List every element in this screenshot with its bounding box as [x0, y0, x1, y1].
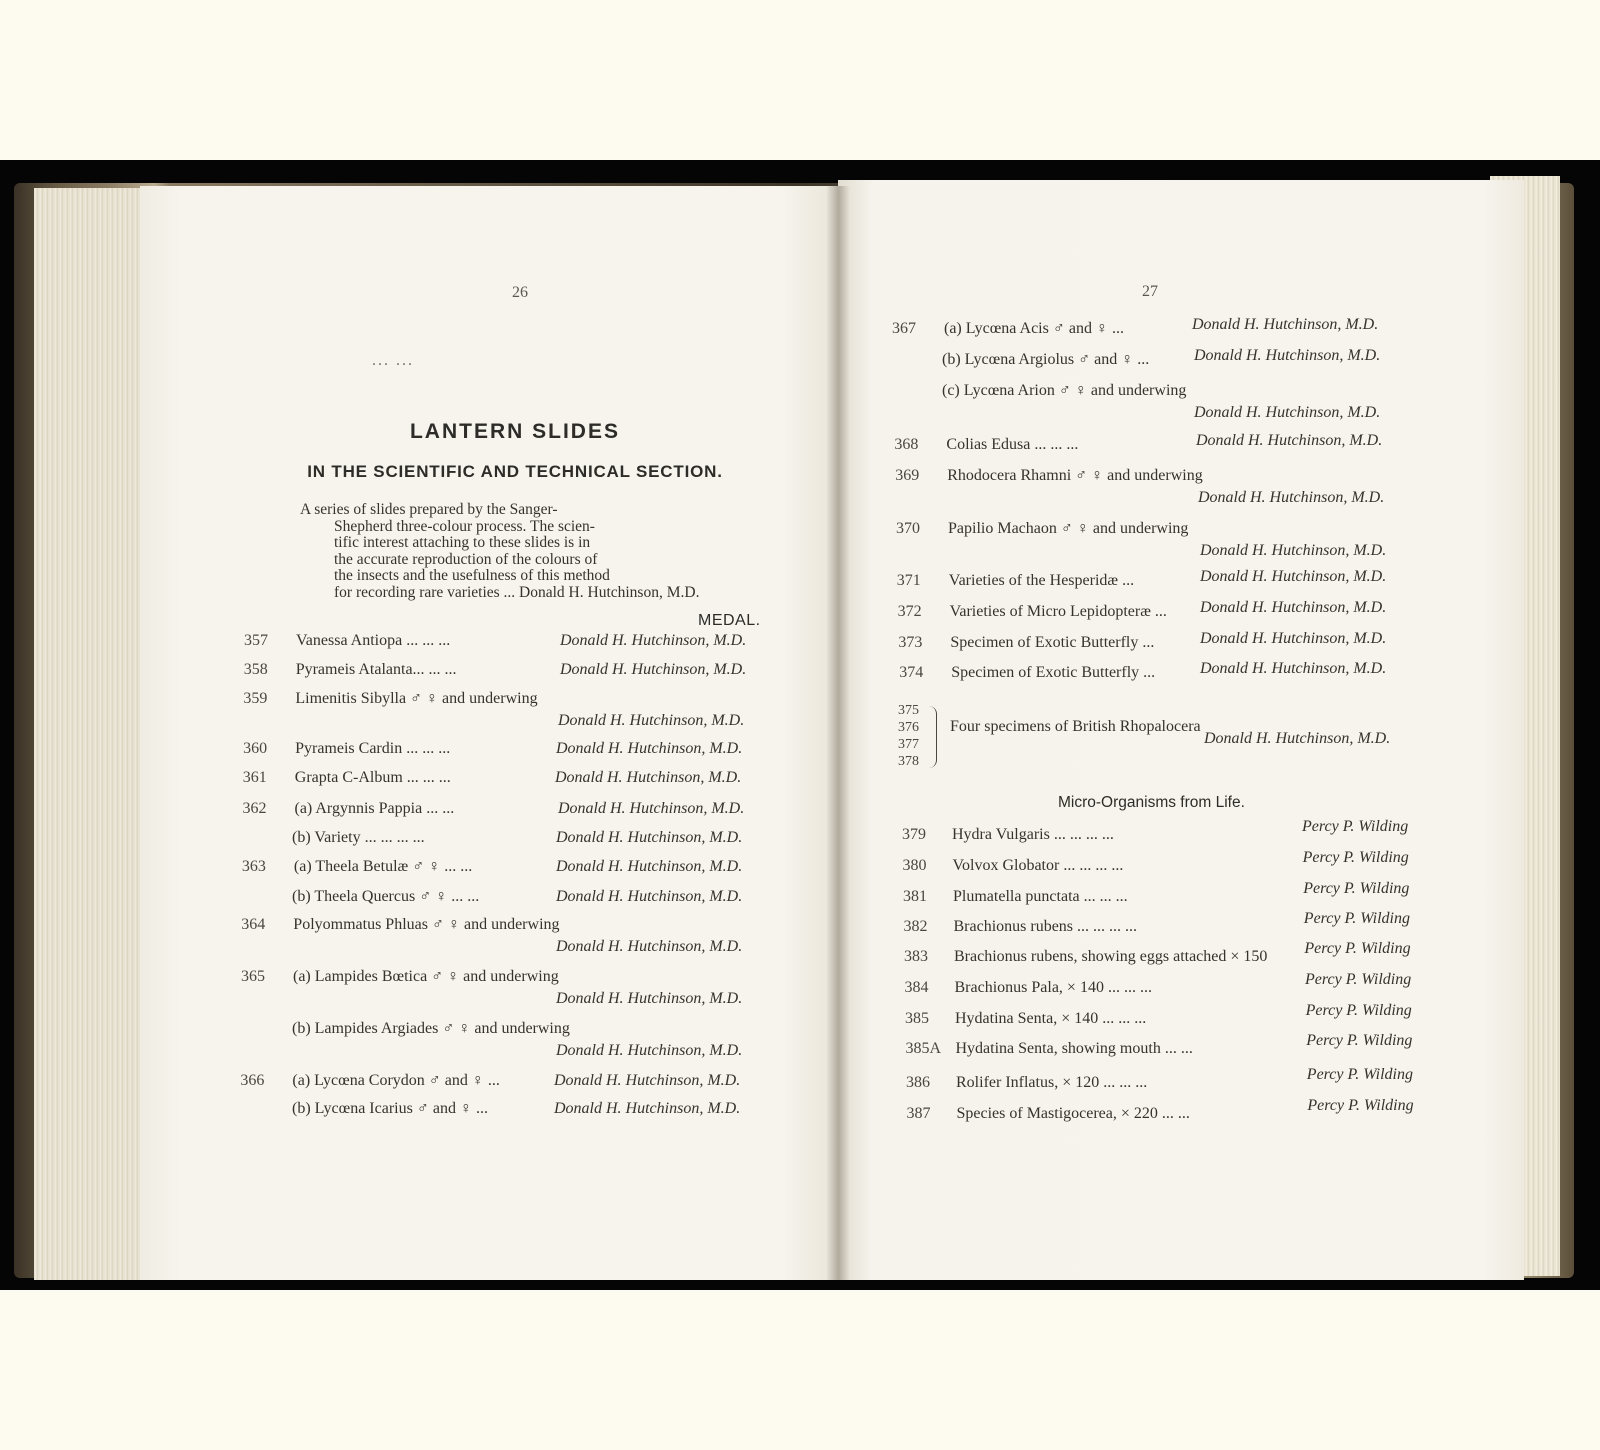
entry-exhibitor: Donald H. Hutchinson, M.D. [556, 1042, 743, 1059]
entry-title: Varieties of Micro Lepidopteræ ... [949, 603, 1167, 620]
entry-number: 384 [904, 979, 929, 996]
entry-exhibitor: Donald H. Hutchinson, M.D. [1198, 489, 1385, 506]
entry-number: 379 [902, 826, 926, 843]
entry-exhibitor: Percy P. Wilding [1306, 1066, 1413, 1083]
entry-number: 366 [240, 1072, 265, 1089]
entry-title: Hydatina Senta, showing mouth ... ... [955, 1040, 1193, 1057]
entry-number: 374 [899, 664, 924, 681]
entry-title: Rolifer Inflatus, × 120 ... ... ... [956, 1074, 1148, 1091]
page-subtitle: IN THE SCIENTIFIC AND TECHNICAL SECTION. [307, 462, 723, 481]
entry-title: Pyrameis Atalanta... ... ... [295, 661, 457, 678]
entry-exhibitor: Donald H. Hutchinson, M.D. [1194, 347, 1381, 364]
entry-number: 364 [241, 916, 266, 933]
entry-exhibitor: Donald H. Hutchinson, M.D. [560, 632, 747, 649]
entry-exhibitor: Donald H. Hutchinson, M.D. [1194, 404, 1381, 421]
entry-title: Limenitis Sibylla ♂ ♀ and underwing [295, 690, 538, 707]
entry-title: (b) Lycœna Argiolus ♂ and ♀ ... [942, 351, 1150, 368]
entry-title: Specimen of Exotic Butterfly ... [950, 634, 1155, 651]
entry-number: 358 [243, 661, 268, 678]
entry-exhibitor: Donald H. Hutchinson, M.D. [558, 800, 745, 817]
entry-number: 387 [906, 1105, 931, 1122]
entry-title: (b) Lampides Argiades ♂ ♀ and underwing [292, 1020, 570, 1037]
entry-title: Papilio Machaon ♂ ♀ and underwing [948, 520, 1189, 537]
medal-label: MEDAL. [698, 612, 761, 629]
entry-exhibitor: Percy P. Wilding [1302, 818, 1409, 835]
entry-exhibitor: Percy P. Wilding [1306, 1032, 1413, 1049]
page-number-left: 26 [512, 284, 528, 301]
entry-exhibitor: Donald H. Hutchinson, M.D. [556, 938, 743, 955]
entry-number: 367 [892, 320, 916, 337]
entry-title: (a) Theela Betulæ ♂ ♀ ... ... [293, 858, 473, 875]
page-number-right: 27 [1142, 283, 1158, 300]
intro-line: the insects and the usefulness of this method [334, 567, 610, 585]
entry-number: 359 [243, 690, 268, 707]
entry-exhibitor: Donald H. Hutchinson, M.D. [556, 740, 743, 757]
entry-number: 371 [896, 572, 921, 589]
entry-number: 362 [242, 800, 267, 817]
entry-title: Brachionus rubens, showing eggs attached × 150 [954, 948, 1268, 965]
page-title: LANTERN SLIDES [409, 420, 620, 443]
intro-paragraph [300, 502, 776, 602]
entry-number: 360 [243, 740, 268, 757]
entry-number: 368 [894, 436, 919, 453]
intro-line: A series of slides prepared by the Sanger- [300, 501, 558, 518]
entry-number: 363 [241, 858, 266, 875]
header-dots: ... ... [372, 352, 414, 369]
entry-title: Four specimens of British Rhopalocera [950, 718, 1201, 735]
entry-exhibitor: Percy P. Wilding [1305, 1002, 1412, 1019]
entry-number: 365 [241, 968, 265, 985]
entry-title: (a) Lycœna Corydon ♂ and ♀ ... [292, 1072, 500, 1089]
entry-exhibitor: Donald H. Hutchinson, M.D. [1200, 660, 1387, 677]
entry-title: Hydatina Senta, × 140 ... ... ... [955, 1010, 1147, 1027]
entry-title: Brachionus Pala, × 140 ... ... ... [954, 979, 1152, 996]
intro-line: the accurate reproduction of the colours of [334, 550, 598, 568]
entry-exhibitor: Donald H. Hutchinson, M.D. [558, 712, 745, 729]
entry-title: (a) Argynnis Pappia ... ... [294, 800, 455, 817]
entry-exhibitor: Donald H. Hutchinson, M.D. [1204, 730, 1391, 747]
entry-number: 373 [898, 634, 923, 651]
entry-exhibitor: Donald H. Hutchinson, M.D. [556, 829, 743, 846]
section-heading: Micro-Organisms from Life. [1058, 794, 1245, 811]
entry-number: 383 [904, 948, 928, 965]
entry-number: 386 [906, 1074, 930, 1091]
entry-number: 370 [896, 520, 920, 537]
entry-exhibitor: Donald H. Hutchinson, M.D. [1200, 599, 1387, 616]
entry-title: Colias Edusa ... ... ... [946, 436, 1079, 453]
entry-exhibitor: Donald H. Hutchinson, M.D. [555, 769, 742, 786]
entry-title: Species of Mastigocerea, × 220 ... ... [956, 1105, 1190, 1122]
entry-number: 385A [905, 1040, 942, 1057]
entry-exhibitor: Donald H. Hutchinson, M.D. [556, 990, 743, 1007]
entry-exhibitor: Percy P. Wilding [1303, 880, 1410, 897]
entry-title: Brachionus rubens ... ... ... ... [953, 918, 1138, 935]
entry-exhibitor: Percy P. Wilding [1305, 971, 1412, 988]
entry-number: 385 [905, 1010, 929, 1027]
entry-number: 382 [903, 918, 928, 935]
entry-exhibitor: Percy P. Wilding [1302, 849, 1409, 866]
entry-exhibitor: Donald H. Hutchinson, M.D. [1196, 432, 1383, 449]
entry-title: Polyommatus Phluas ♂ ♀ and underwing [293, 916, 560, 933]
entry-title: Volvox Globator ... ... ... ... [952, 857, 1124, 874]
entry-exhibitor: Donald H. Hutchinson, M.D. [554, 1072, 741, 1089]
entry-number-group: 375 376 377 378 [898, 703, 919, 769]
entry-title: (c) Lycœna Arion ♂ ♀ and underwing [942, 382, 1187, 399]
entry-exhibitor: Donald H. Hutchinson, M.D. [1200, 542, 1387, 559]
entry-title: (b) Lycœna Icarius ♂ and ♀ ... [292, 1100, 488, 1117]
entry-number: 380 [902, 857, 927, 874]
entry-exhibitor: Donald H. Hutchinson, M.D. [1200, 630, 1387, 647]
entry-title: Vanessa Antiopa ... ... ... [296, 632, 451, 649]
entry-exhibitor: Donald H. Hutchinson, M.D. [556, 888, 743, 905]
entry-title: Varieties of the Hesperidæ ... [948, 572, 1135, 589]
entry-number: 381 [903, 888, 927, 905]
entry-title: (a) Lycœna Acis ♂ and ♀ ... [944, 320, 1124, 337]
entry-exhibitor: Donald H. Hutchinson, M.D. [1200, 568, 1387, 585]
entry-exhibitor: Donald H. Hutchinson, M.D. [554, 1100, 741, 1117]
entry-title: Grapta C-Album ... ... ... [294, 769, 451, 786]
entry-exhibitor: Percy P. Wilding [1304, 940, 1411, 957]
entry-number: 372 [897, 603, 922, 620]
entry-exhibitor: Percy P. Wilding [1307, 1097, 1414, 1114]
page-edges-left [34, 188, 146, 1280]
grouping-brace [926, 706, 937, 768]
entry-number: 361 [242, 769, 267, 786]
entry-exhibitor: Percy P. Wilding [1303, 910, 1410, 927]
entry-exhibitor: Donald H. Hutchinson, M.D. [1192, 316, 1379, 333]
entry-title: (b) Theela Quercus ♂ ♀ ... ... [292, 888, 480, 905]
entry-number: 357 [244, 632, 268, 649]
entry-title: Rhodocera Rhamni ♂ ♀ and underwing [947, 467, 1203, 484]
intro-line: for recording rare varieties ... Donald H. Hutchinson, M.D. [334, 583, 700, 601]
entry-exhibitor: Donald H. Hutchinson, M.D. [560, 661, 747, 678]
intro-line: Shepherd three-colour process. The scien- [334, 517, 595, 535]
entry-title: Pyrameis Cardin ... ... ... [295, 740, 451, 757]
entry-title: Specimen of Exotic Butterfly ... [951, 664, 1156, 681]
intro-line: tific interest attaching to these slides is in [334, 534, 591, 552]
entry-title: Plumatella punctata ... ... ... [953, 888, 1128, 905]
entry-number: 369 [895, 467, 920, 484]
entry-title: Hydra Vulgaris ... ... ... ... [952, 826, 1114, 843]
book-gutter [826, 186, 850, 1280]
entry-exhibitor: Donald H. Hutchinson, M.D. [556, 858, 743, 875]
entry-title: (b) Variety ... ... ... ... [292, 829, 425, 846]
entry-title: (a) Lampides Bœtica ♂ ♀ and underwing [293, 968, 559, 985]
